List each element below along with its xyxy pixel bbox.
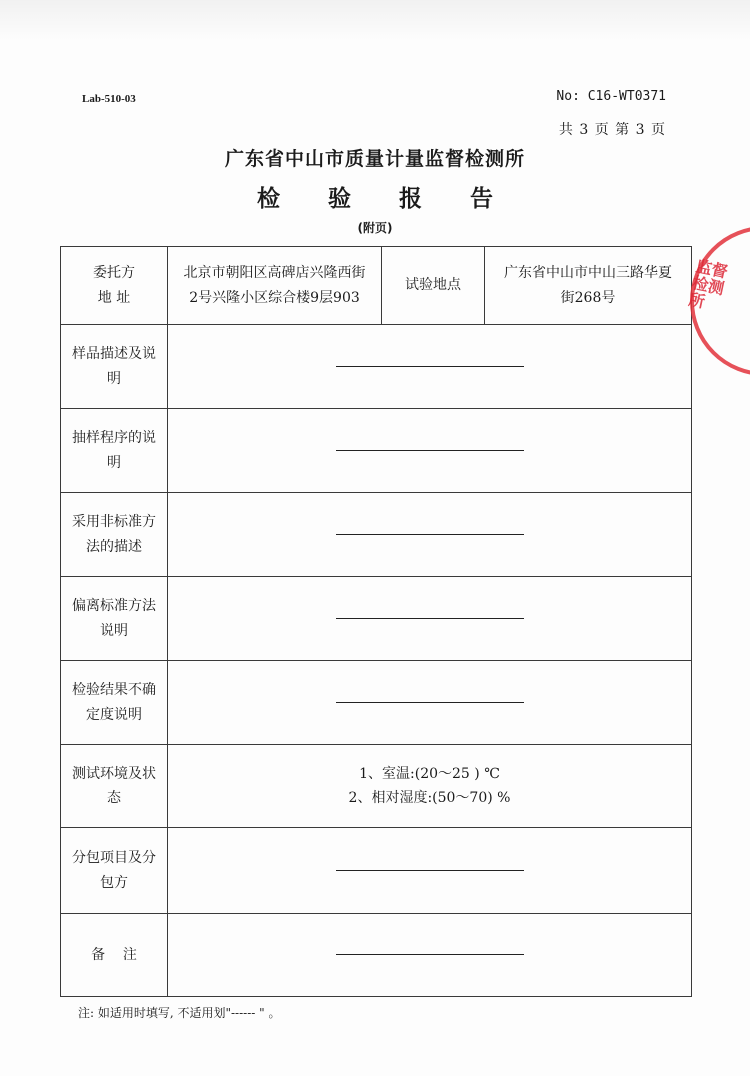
row-label-nonstandard-method: 采用非标准方法的描述	[72, 514, 156, 555]
row-label-uncertainty: 检验结果不确定度说明	[72, 682, 156, 723]
table-row	[61, 409, 692, 493]
table-row	[61, 577, 692, 661]
row-value-empty	[168, 409, 692, 493]
not-applicable-line	[336, 618, 524, 619]
table-row	[61, 745, 692, 828]
report-table	[60, 246, 692, 997]
row-label-deviation: 偏离标准方法说明	[72, 598, 156, 639]
table-row	[61, 661, 692, 745]
not-applicable-line	[336, 954, 524, 955]
row-label-environment: 测试环境及状态	[72, 765, 156, 806]
table-row	[61, 914, 692, 997]
row-label-subcontract: 分包项目及分包方	[72, 850, 156, 891]
address-row	[61, 247, 692, 325]
relative-humidity: 2、相对湿度:(50～70) %	[348, 790, 511, 806]
report-number: No: C16-WT0371	[556, 89, 666, 104]
footer-note: 注: 如适用时填写, 不适用划"------ " 。	[78, 1006, 281, 1020]
test-site-label: 试验地点	[382, 247, 485, 325]
not-applicable-line	[336, 366, 524, 367]
table-row	[61, 493, 692, 577]
not-applicable-line	[336, 702, 524, 703]
environment-values	[168, 745, 692, 828]
not-applicable-line	[336, 450, 524, 451]
room-temperature: 1、室温:(20～25 ) ℃	[359, 765, 500, 782]
client-address-label: 委托方 地 址	[61, 247, 168, 325]
organization-name: 广东省中山市质量计量监督检测所	[224, 148, 525, 170]
not-applicable-line	[336, 534, 524, 535]
row-value-empty	[168, 577, 692, 661]
row-label-remarks: 备 注	[91, 946, 137, 963]
report-title: 检 验 报 告	[256, 186, 514, 212]
table-row	[61, 325, 692, 409]
row-value-empty	[168, 493, 692, 577]
row-value-empty	[168, 661, 692, 745]
page-info: 共 3 页 第 3 页	[558, 122, 666, 138]
official-seal-text: 监督检测所	[687, 256, 730, 312]
not-applicable-line	[336, 870, 524, 871]
client-address-value: 北京市朝阳区高碑店兴隆西街2号兴隆小区综合楼9层903	[168, 247, 382, 325]
row-label-sampling-procedure: 抽样程序的说明	[72, 430, 156, 471]
report-subtitle: (附页)	[357, 221, 393, 235]
test-site-value: 广东省中山市中山三路华夏街268号	[485, 247, 692, 325]
page-edge-shadow	[0, 0, 750, 40]
row-value-empty	[168, 914, 692, 997]
row-value-empty	[168, 325, 692, 409]
row-value-empty	[168, 828, 692, 914]
table-row	[61, 828, 692, 914]
row-label-sample-description: 样品描述及说明	[72, 346, 156, 387]
form-code: Lab-510-03	[82, 93, 136, 105]
